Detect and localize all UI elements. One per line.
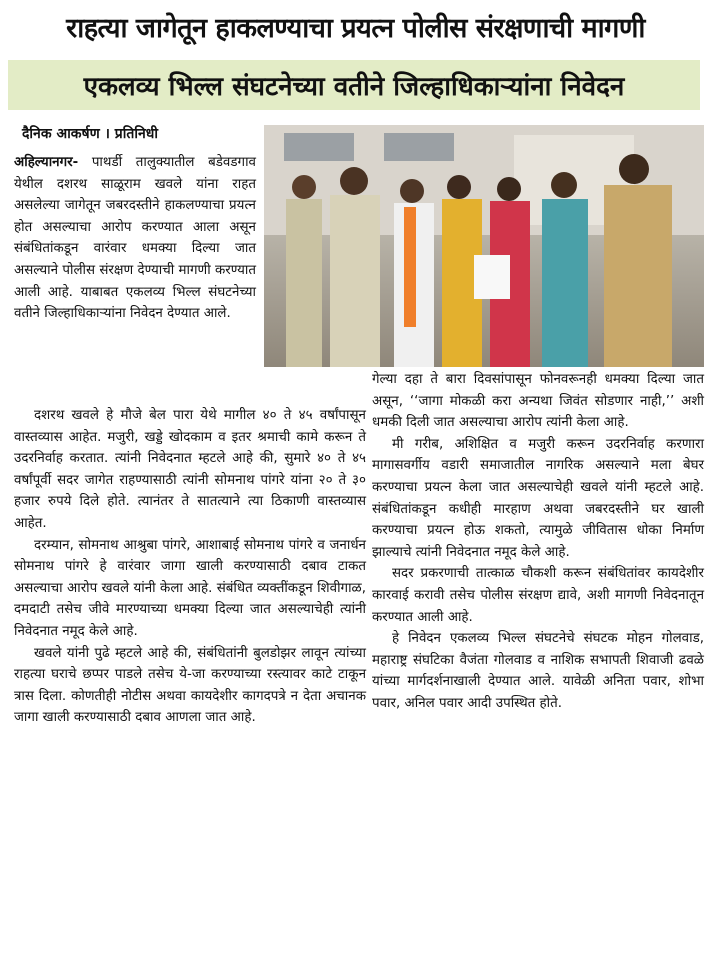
lead-paragraph — [14, 152, 256, 325]
article-paragraph: हे निवेदन एकलव्य भिल्ल संघटनेचे संघटक मोहन गोलवाड, महाराष्ट्र संघटिका वैजंता गोलवाड व नाशिक सभापती शिवाजी ढवळे यांच्या मार्गदर्शनाखाली देण्यात आले. यावेळी अनिता पवार, शोभा पवार, अनिल पवार आदी उपस्थित होते. — [372, 631, 704, 711]
dateline-place: अहिल्यानगर- — [14, 155, 79, 170]
left-column — [14, 405, 366, 729]
lead-text: पाथर्डी तालुक्यातील बडेवडगाव येथील दशरथ साळूराम खवले यांना राहत असलेल्या जागेतून जबरदस्तीने हाकलण्याचा प्रयत्न होत असल्याचा आरोप करण्यात आला असून संबंधितांकडून वारंवार धमक्या दिल्या जात असल्याने पोलीस संरक्षण देण्याची मागणी करण्यात आली आहे. याबाबत एकलव्य भिल्ल संघटनेच्या वतीने जिल्हाधिकाऱ्यांना निवेदन देण्यात आले. — [14, 155, 256, 322]
byline: दैनिक आकर्षण । प्रतिनिधी — [22, 126, 158, 142]
right-column — [372, 369, 704, 715]
news-photo — [264, 125, 704, 367]
article-paragraph: मी गरीब, अशिक्षित व मजुरी करून उदरनिर्वाह करणारा मागासवर्गीय वडारी समाजातील नागरिक असल्याने मला बेघर करण्याचा प्रयत्न केला जात असल्याचेही खवले यांनी म्हटले आहे. संबंधितांकडून कधीही मारहाण अथवा जबरदस्तीने घर खाली करण्याचा प्रयत्न होऊ शकतो, त्यामुळे जीवितास धोका निर्माण झाल्याचे त्यांनी निवेदनात नमूद केले आहे. — [372, 436, 704, 560]
headline: राहत्या जागेतून हाकलण्याचा प्रयत्न पोलीस संरक्षणाची मागणी — [66, 12, 645, 44]
article-paragraph: गेल्या दहा ते बारा दिवसांपासून फोनवरूनही धमक्या दिल्या जात असून, ‘‘जागा मोकळी करा अन्यथा जिवंत सोडणार नाही,’’ अशी धमकी दिली जात असल्याचा आरोप त्यांनी केला आहे. — [372, 372, 704, 431]
article-paragraph: दशरथ खवले हे मौजे बेल पारा येथे मागील ४० ते ४५ वर्षांपासून वास्तव्यास आहेत. मजुरी, खड्डे खोदकाम व इतर श्रमाची कामे करून ते उदरनिर्वाह करतात. त्यांनी निवेदनात म्हटले आहे की, सुमारे ४० ते ४५ वर्षांपूर्वी सदर जागेत राहण्यासाठी त्यांनी सोमनाथ पांगरे यांना २० ते ३० हजार रुपये दिले होते. त्यानंतर ते सातत्याने त्या ठिकाणी वास्तव्यास आहेत. — [14, 408, 366, 531]
article-paragraph: सदर प्रकरणाची तात्काळ चौकशी करून संबंधितांवर कायदेशीर कारवाई करावी तसेच पोलीस संरक्षण द्यावे, अशी मागणी निवेदनातून करण्यात आली आहे. — [372, 566, 704, 625]
article-paragraph: दरम्यान, सोमनाथ आश्रुबा पांगरे, आशाबाई सोमनाथ पांगरे व जनार्धन सोमनाथ पांगरे हे वारंवार जागा खाली करण्यासाठी दबाव टाकत असल्याचा आरोप खवले यांनी केला आहे. संबंधित व्यक्तींकडून शिवीगाळ, दमदाटी तसेच जीवे मारण्याच्या धमक्या दिल्या जात असल्याचेही त्यांनी निवेदनात नमूद केले आहे. — [14, 537, 366, 639]
subheadline: एकलव्य भिल्ल संघटनेच्या वतीने जिल्हाधिकाऱ्यांना निवेदन — [8, 60, 700, 110]
group-photo-illustration — [264, 125, 704, 367]
article-paragraph: खवले यांनी पुढे म्हटले आहे की, संबंधितांनी बुलडोझर लावून त्यांच्या राहत्या घराचे छप्पर पाडले तसेच ये-जा करण्याच्या रस्त्यावर काटे टाकून त्रास दिला. कोणतीही नोटीस अथवा कायदेशीर कागदपत्रे न देता अचानक जागा खाली करण्यासाठी दबाव आणला जात आहे. — [14, 645, 366, 726]
